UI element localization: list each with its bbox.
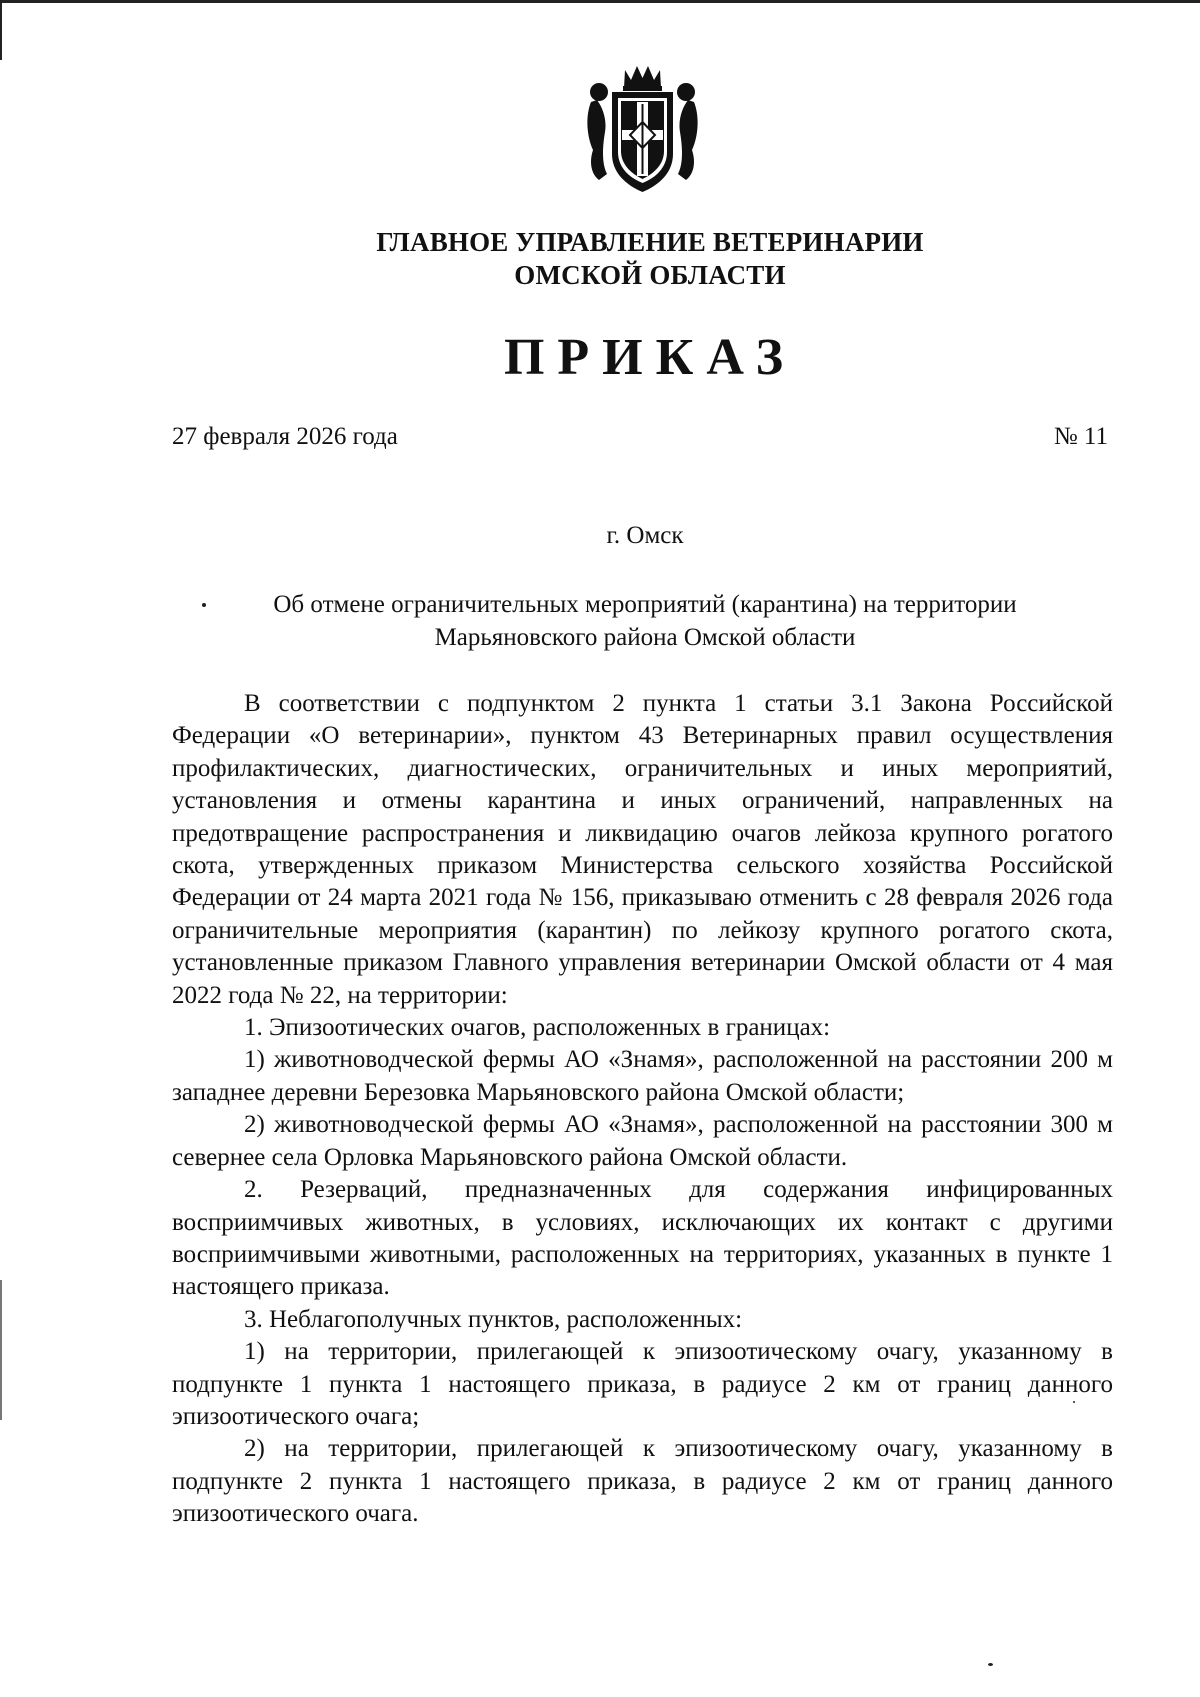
body-paragraph: 3. Неблагополучных пунктов, расположенных: [244, 1305, 743, 1333]
document-city: г. Омск [606, 522, 684, 549]
body-paragraph: 1) животноводческой фермы АО «Знамя», расположенной на расстоянии 200 м западнее деревни Березовка Марьяновского района Омской области; [172, 1046, 1113, 1106]
body-paragraph: 2) животноводческой фермы АО «Знамя», расположенной на расстоянии 300 м севернее села Орловка Марьяновского района Омской области. [172, 1111, 1113, 1171]
document-title-line2: Марьяновского района Омской области [434, 624, 856, 651]
organization-name-line1: ГЛАВНОЕ УПРАВЛЕНИЕ ВЕТЕРИНАРИИ [376, 227, 924, 257]
body-paragraph: В соответствии с подпунктом 2 пункта 1 статьи 3.1 Закона Российской Федерации «О ветеринарии», пунктом 43 Ветеринарных правил осуществления профилактических, диагностических, ограничительных и иных мероприятий, установления и отмены карантина и иных ограничений, направленных на предотвращение распространения и ликвидацию очагов лейкоза крупного рогатого скота, утвержденных приказом Министерства сельского хозяйства Российской Федерации от 24 марта 2021 года № 156, приказываю отменить с 28 февраля 2026 года ограничительные мероприятия (карантин) по лейкозу крупного рогатого скота, установленные приказом Главного управления ветеринарии Омской области от 4 мая 2022 года № 22, на территории: [172, 690, 1113, 1009]
document-title [200, 588, 1090, 654]
scan-edge-top [0, 0, 1200, 3]
coat-of-arms-icon [585, 62, 700, 197]
body-paragraph: 2. Резерваций, предназначенных для содержания инфицированных восприимчивых животных, в условиях, исключающих их контакт с другими восприимчивыми животными, расположенных на территориях, указанных в пункте 1 настоящего приказа. [172, 1176, 1113, 1301]
scan-speck [988, 1663, 993, 1666]
document-title-line1: Об отмене ограничительных мероприятий (карантина) на территории [273, 591, 1017, 618]
document-date: 27 февраля 2026 года [172, 423, 398, 450]
body-paragraph: 2) на территории, прилегающей к эпизоотическому очагу, указанному в подпункте 2 пункта 1 настоящего приказа, в радиусе 2 км от границ данного эпизоотического очага. [172, 1435, 1113, 1528]
body-paragraph: 1) на территории, прилегающей к эпизоотическому очагу, указанному в подпункте 1 пункта 1 настоящего приказа, в радиусе 2 км от границ данного эпизоотического очага; [172, 1338, 1113, 1430]
document-type: ПРИКАЗ [503, 329, 797, 386]
scan-edge-left [0, 0, 2, 1697]
document-number: № 11 [1053, 423, 1108, 450]
document-body [172, 688, 1113, 1531]
organization-name-line2: ОМСКОЙ ОБЛАСТИ [514, 260, 786, 290]
body-paragraph: 1. Эпизоотических очагов, расположенных в границах: [244, 1014, 831, 1042]
